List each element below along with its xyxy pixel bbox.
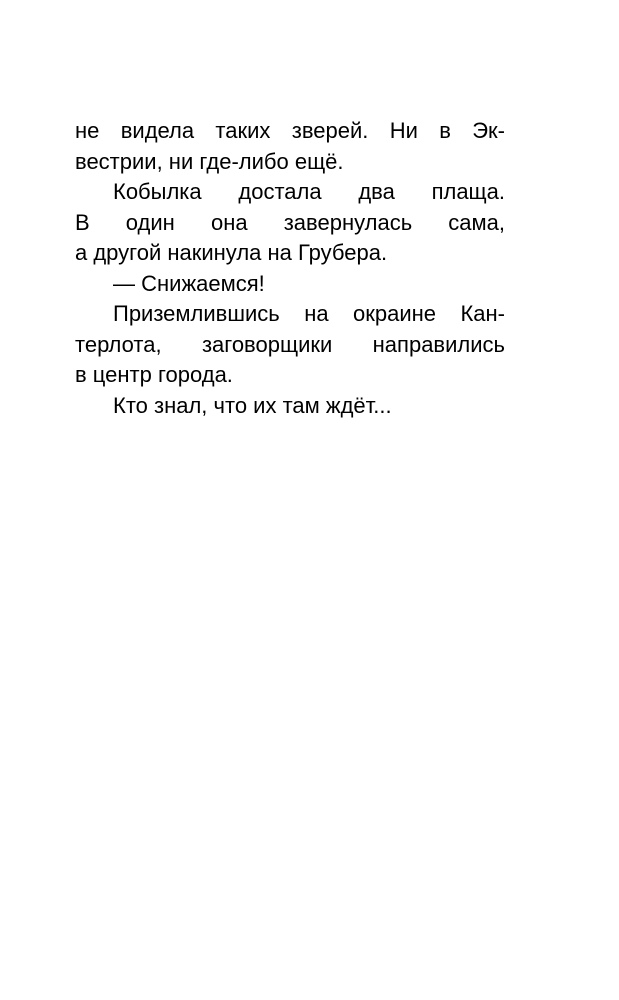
text-line: Приземлившись на окраине Кан-	[113, 301, 505, 326]
body-text	[75, 116, 505, 421]
text-line: терлота, заговорщики направились	[75, 331, 505, 357]
text-line: а другой накинула на Грубера.	[75, 240, 388, 265]
text-line: — Снижаемся!	[113, 270, 265, 296]
text-line: в центр города.	[75, 362, 233, 387]
text-line: В один она завернулась сама,	[75, 209, 505, 235]
text-line: Кобылка достала два плаща.	[113, 179, 505, 204]
text-line: вестрии, ни где-либо ещё.	[75, 148, 344, 174]
text-line: не видела таких зверей. Ни в Эк-	[75, 118, 505, 143]
text-line: Кто знал, что их там ждёт...	[113, 392, 392, 418]
